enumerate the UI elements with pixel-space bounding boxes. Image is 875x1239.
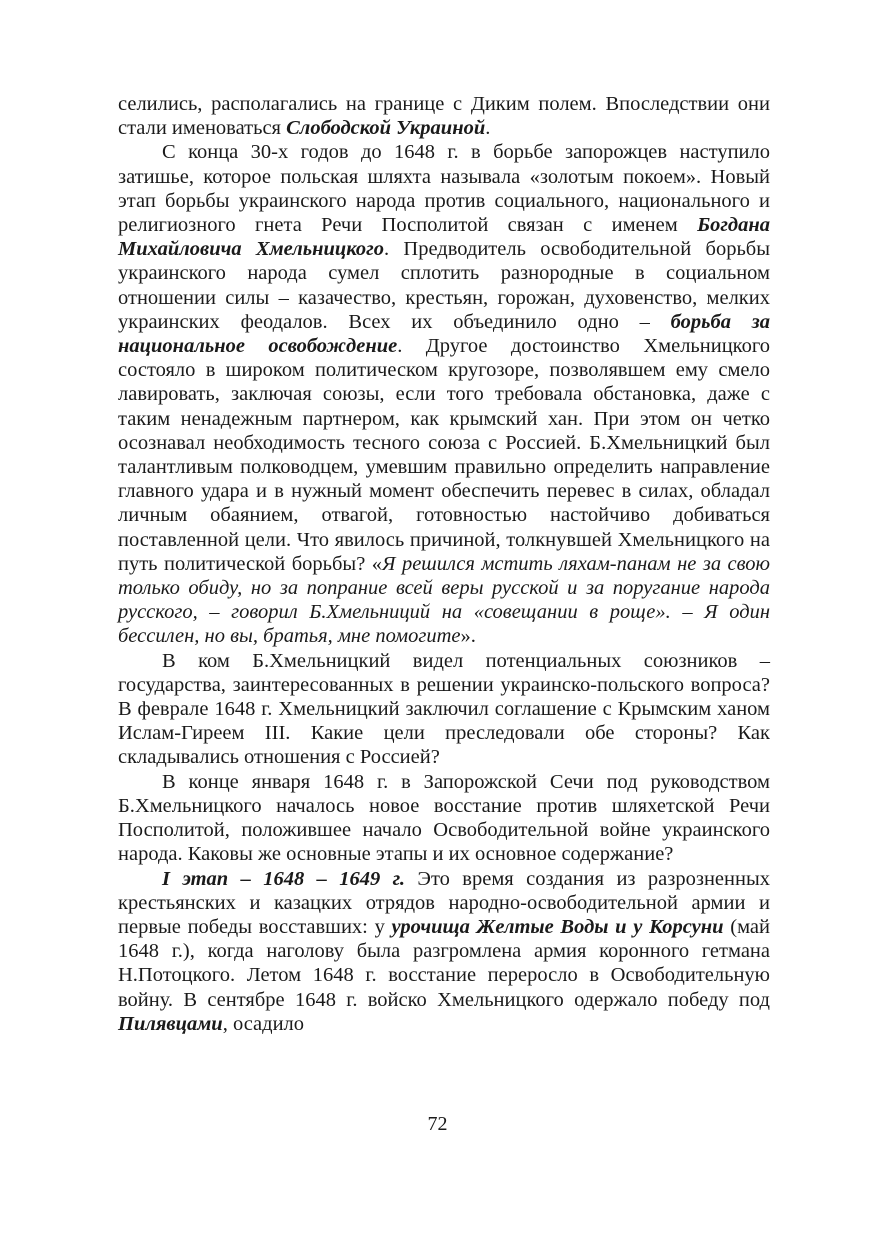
text-run: . Предводитель освободительной борьбы украинского народа сумел сплотить разнородные в социальном отношении силы – казачество, крестьян, горожан, духовенство, мелких украинских феодалов. Всех их объединило одно – bbox=[118, 238, 771, 333]
paragraph-3: В ком Б.Хмельницкий видел потенциальных союзников – государства, заинтересованных в решении украинско-польского вопроса? В феврале 1648 г. Хмельницкий заключил соглашение с Крымским ханом Ислам-Гиреем III. Какие цели преследовали обе стороны? Как складывались отношения с Россией? bbox=[118, 649, 770, 769]
text-run: . bbox=[485, 117, 491, 140]
text-run: , осадило bbox=[222, 1012, 305, 1035]
emphasis-term: борьба за национальное освобождение bbox=[118, 310, 770, 358]
text-run: С конца 30-х годов до 1648 г. в борьбе запорожцев наступило затишье, которое польская шляхта называла «золотым покоем». Новый этап борьбы украинского народа против социального, национального и религиозного гнета Речи Посполитой связан с именем bbox=[118, 141, 770, 237]
paragraph-4: В конце января 1648 г. в Запорожской Сечи под руководством Б.Хмельницкого началось новое восстание против шляхетской Речи Посполитой, положившее начало Освободительной войне украинского народа. Каковы же основные этапы и их основное содержание? bbox=[118, 770, 770, 866]
page-number: 72 bbox=[427, 1113, 448, 1135]
paragraph-2 bbox=[118, 140, 770, 648]
paragraph-5 bbox=[118, 867, 770, 1036]
emphasis-term: урочища Желтые Воды и у Корсуни bbox=[391, 915, 724, 938]
paragraph-1 bbox=[118, 92, 770, 140]
stage-heading: I этап – 1648 – 1649 г. bbox=[162, 867, 406, 890]
text-run: (май 1648 г.), когда наголову была разгромлена армия коронного гетмана Н.Потоцкого. Летом 1648 г. восстание переросло в Освободительную войну. В сентябре 1648 г. войско Хмельницкого одержало победу под bbox=[118, 915, 770, 1011]
text-run: Это время создания из разрозненных крестьянских и казацких отрядов народно-освободительной армии и первые победы восставших: у bbox=[118, 867, 770, 938]
text-run: . Другое достоинство Хмельницкого состояло в широком политическом кругозоре, позволявшем ему смело лавировать, заключая союзы, если того требовала обстановка, даже с таким ненадежным партнером, как крымский хан. При этом он четко осознавал необходимость тесного союза с Россией. Б.Хмельницкий был талантливым полководцем, умевшим правильно определить направление главного удара и в нужный момент обеспечить перевес в силах, обладал личным обаянием, отвагой, готовностью настойчиво добиваться поставленной цели. Что явилось причиной, толкнувшей Хмельницкого на путь политической борьбы? « bbox=[118, 335, 770, 575]
page-body-text bbox=[118, 92, 770, 1036]
text-run: ». bbox=[460, 625, 476, 648]
text-run: селились, располагались на границе с Диким полем. Впоследствии они стали именоваться bbox=[118, 93, 770, 140]
emphasis-term: Пилявцами bbox=[118, 1012, 223, 1035]
emphasis-term: Слободской Украиной bbox=[286, 117, 486, 140]
emphasis-term: Богдана Михайловича Хмельницкого bbox=[118, 214, 770, 261]
quotation: Я решился мстить ляхам-панам не за свою только обиду, но за попрание всей веры русской и за поругание народа русского, – говорил Б.Хмельниций на «совещании в роще». – Я один бессилен, но вы, братья, мне помогите bbox=[118, 552, 770, 648]
